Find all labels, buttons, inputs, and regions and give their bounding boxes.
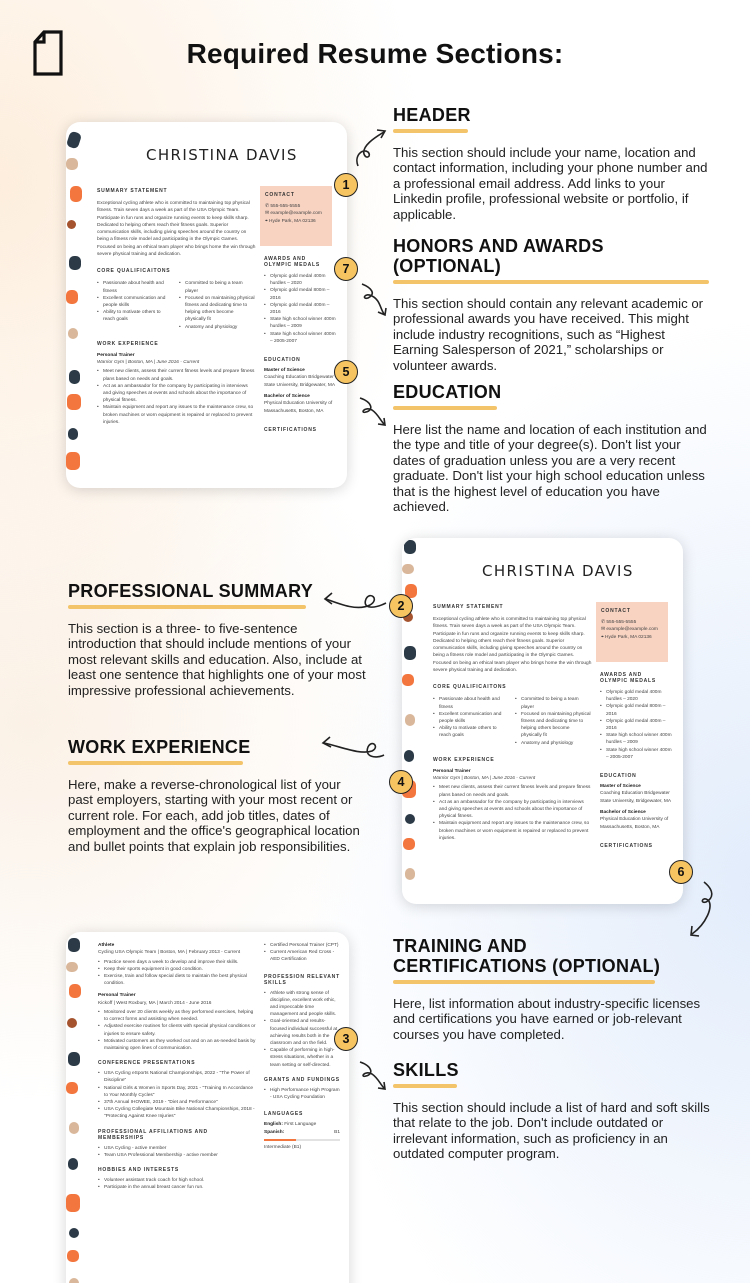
decorative-stripe [402, 538, 420, 904]
athlete-meta: Cycling USA Olympic Team | Boston, MA | February 2013 - Current [98, 950, 241, 956]
lang-spanish-bar-fill [264, 1139, 296, 1141]
aff-item: • Team USA Professional Membership - active member [98, 1152, 256, 1159]
cert-heading: CERTIFICATIONS [600, 842, 653, 849]
core-item: • Ability to motivate others to reach goals [433, 725, 509, 739]
arrow-training [684, 880, 718, 940]
summary-text: Exceptional cycling athlete who is committed to maintaining top physical fitness. Train seven days a week as part of the USA Olympic Team. Participate in fun runs and organize running events to keep skills sharp. Dedicated to helping others reach their fitness goals. Superior communication skills, including giving speeches around the country on being a fitness role model and participating in the Olympic Games. Focused on being an ethical team player who brings home the win through severe physical training and dedication. [433, 617, 592, 674]
lang-spanish-level: Intermediate (B1) [264, 1144, 302, 1150]
core-item: • Focused on maintaining physical fitness and dedicating time to helping others become physically fit [179, 295, 255, 324]
marker-3: 3 [334, 1027, 358, 1051]
languages-heading: LANGUAGES [264, 1111, 304, 1118]
work-section-heading: WORK EXPERIENCE [68, 737, 251, 757]
job-bullet: • Maintain equipment and report any issues to the maintenance crew, so broken machines or worn equipment is repaired or replaced to prevent injuries. [433, 820, 593, 842]
core-item: • Anatomy and physiology [179, 324, 255, 331]
arrow-header [352, 126, 392, 170]
award-item: • Olympic gold medal 400m hurdles – 2020 [264, 273, 336, 287]
email: example@example.com [270, 211, 322, 217]
email-icon: ✉ [601, 627, 607, 633]
edu-degree: Bachelor of Science [264, 393, 310, 399]
lang-english-value: First Language [284, 1122, 317, 1128]
marker-7: 7 [334, 257, 358, 281]
skills-body: This section should include a list of hard and soft skills that relate to the job. Don't include outdated or irrelevant information, such as proficiency in an outdated computer program. [393, 1100, 710, 1162]
award-item: • State high school winner 400m hurdles – 2009 [264, 316, 336, 330]
work-heading: WORK EXPERIENCE [97, 340, 159, 347]
cert-item: • Current American Red Cross - AED Certification [264, 949, 340, 963]
lang-spanish-value: B1 [334, 1129, 340, 1135]
header-body: This section should include your name, location and contact information, including your phone number and a professional email address. Add links to your Linkedin profile, professional website or portfolio, if applicable. [393, 145, 708, 222]
marker-4: 4 [389, 770, 413, 794]
skill-item: • Goal-oriented and results-focused individual successful at achieving results both in the classroom and on the field. [264, 1018, 340, 1047]
phone-icon: ✆ [601, 620, 607, 625]
award-item: • State high school winner 400m hurdles – 2009 [600, 732, 672, 746]
resume-preview-1 [66, 122, 347, 488]
core-item: • Committed to being a team player [179, 280, 255, 294]
award-item: • Olympic gold medal 400m – 2016 [600, 718, 672, 732]
core-item: • Passionate about health and fitness [433, 696, 509, 710]
athlete-bullet: • Practice seven days a week to develop and improve their skills. [98, 959, 256, 966]
award-item: • Olympic gold medal 400m hurdles – 2020 [600, 689, 672, 703]
contact-box [260, 186, 332, 246]
arrow-skills [356, 1060, 390, 1094]
conf-heading: CONFERENCE PRESENTATIONS [98, 1060, 196, 1067]
grants-heading: GRANTS AND FUNDINGS [264, 1076, 340, 1083]
job-meta: Warrior Gym | Boston, MA | June 2016 - Current [433, 776, 536, 782]
honors-heading: HONORS AND AWARDS (OPTIONAL) [393, 236, 604, 276]
summary-underline [68, 605, 306, 609]
conf-item: • USA Cycling Collegiate Mountain Bike National Championships, 2018 - "Protecting Against Knee Injuries" [98, 1106, 256, 1120]
education-heading: EDUCATION [264, 357, 301, 364]
honors-underline [393, 280, 709, 284]
education-section-heading: EDUCATION [393, 382, 502, 402]
decorative-stripe [66, 932, 84, 1283]
marker-6: 6 [669, 860, 693, 884]
award-item: • State high school winner 400m – 2005-2007 [264, 331, 336, 345]
core-item: • Passionate about health and fitness [97, 280, 173, 294]
core-item: • Excellent communication and people skills [433, 711, 509, 725]
awards-heading: AWARDS AND OLYMPIC MEDALS [600, 672, 657, 684]
marker-1: 1 [334, 173, 358, 197]
summary-section-heading: PROFESSIONAL SUMMARY [68, 581, 314, 601]
marker-5: 5 [334, 360, 358, 384]
resume-preview-3 [66, 932, 349, 1283]
work-underline [68, 761, 243, 765]
pt-bullet: • Adjusted exercise routines for clients with special physical conditions or injuries to ensure safety. [98, 1023, 256, 1037]
resume-name: CHRISTINA DAVIS [146, 146, 298, 164]
phone-icon: ✆ [265, 204, 271, 209]
edu-degree: Master of Science [264, 368, 305, 374]
core-item: • Excellent communication and people skills [97, 295, 173, 309]
education-body: Here list the name and location of each institution and the type and title of your degree(s). Don't list your dates of graduation unless you are a very recent graduate. Don't list your high school education unless that is the highest level of education you have achieved. [393, 422, 707, 515]
job-title: Personal Trainer [97, 352, 135, 358]
honors-body: This section should contain any relevant academic or professional awards you have received. This might include industry recognitions, such as “Highest Earning Salesperson of 2021,” scholarships or volunteer awards. [393, 296, 704, 373]
arrow-honors [358, 282, 390, 318]
aff-item: • USA Cycling - active member [98, 1145, 256, 1152]
hobbies-heading: HOBBIES AND INTERESTS [98, 1167, 180, 1174]
job-bullet: • Meet new clients, assess their current fitness levels and prepare fitness plans based on needs and goals. [433, 784, 593, 798]
award-item: • Olympic gold medal 400m – 2016 [264, 302, 336, 316]
page-title: Required Resume Sections: [186, 38, 564, 69]
edu-lines: Coaching Education Bridgewater State University, Bridgewater, MA [264, 375, 336, 388]
education-underline [393, 406, 497, 410]
contact-heading: CONTACT [601, 608, 631, 614]
lang-spanish-label: Spanish: [264, 1129, 285, 1135]
edu-lines: Physical Education University of Massachusetts, Boston, MA [264, 401, 333, 414]
job-meta: Warrior Gym | Boston, MA | June 2016 - Current [97, 360, 200, 366]
aff-heading: PROFESSIONAL AFFILIATIONS AND MEMBERSHIPS [98, 1128, 208, 1141]
location: Hyde Park, MA 02136 [605, 634, 652, 640]
work-body: Here, make a reverse-chronological list of your past employers, starting with your most recent or current role. For each, add job titles, dates of employment and the office's geographical location and bullet points that explain job responsibilities. [68, 777, 360, 854]
athlete-bullet: • Exercise, train and follow special diets to maintain the best physical condition. [98, 973, 256, 987]
location: Hyde Park, MA 02136 [269, 218, 316, 224]
email: example@example.com [606, 627, 658, 633]
conf-item: • National Girls & Women in Sports Day, 2021 - "Training In Accordance to Your Monthly Cycles" [98, 1085, 256, 1099]
resume-name: CHRISTINA DAVIS [482, 562, 634, 580]
summary-text: Exceptional cycling athlete who is committed to maintaining top physical fitness. Train seven days a week as part of the USA Olympic Team. Participate in fun runs and organize running events to keep skills sharp. Dedicated to helping others reach their fitness goals. Superior communication skills, including giving speeches around the country on being a fitness role model and participating in the Olympic Games. Focused on being an ethical team player who brings home the win through severe physical training and dedication. [97, 201, 256, 258]
work-heading: WORK EXPERIENCE [433, 756, 495, 763]
skills-section-heading: SKILLS [393, 1060, 459, 1080]
phone: 555-555-5555 [270, 204, 301, 209]
phone: 555-555-5555 [606, 620, 637, 625]
pt-bullet: • Monitored over 20 clients weekly as they performed exercises, helping to correct forms and assisting when needed. [98, 1009, 256, 1023]
awards-heading: AWARDS AND OLYMPIC MEDALS [264, 256, 321, 268]
pt-bullet: • Motivated customers as they worked out and on an as-needed basis by maintaining open lines of communication. [98, 1038, 256, 1052]
cert-item: • Certified Personal Trainer (CPT) [264, 942, 340, 949]
award-item: • Olympic gold medal 800m – 2016 [600, 703, 672, 717]
hobby-item: • Volunteer assistant track coach for high school. [98, 1177, 256, 1184]
job-bullet: • Meet new clients, assess their current fitness levels and prepare fitness plans based on needs and goals. [97, 368, 257, 382]
training-body: Here, list information about industry-specific licenses and certifications you have earned or job-relevant courses you have completed. [393, 996, 701, 1042]
arrow-education [356, 396, 390, 430]
job-bullet: • Act as an ambassador for the company by participating in interviews and giving speeches at events and schools about the importance of physical fitness. [433, 799, 593, 821]
header-underline [393, 129, 468, 133]
edu-lines: Coaching Education Bridgewater State University, Bridgewater, MA [600, 791, 672, 804]
training-underline [393, 980, 655, 984]
edu-lines: Physical Education University of Massachusetts, Boston, MA [600, 817, 669, 830]
location-icon: ⌖ [265, 218, 270, 224]
edu-degree: Master of Science [600, 784, 641, 790]
job-bullet: • Maintain equipment and report any issues to the maintenance crew, so broken machines or worn equipment is repaired or replaced to prevent injuries. [97, 404, 257, 426]
core-item: • Ability to motivate others to reach goals [97, 309, 173, 323]
conf-item: • USA Cycling eSports National Championships, 2022 - "The Power of Discipline" [98, 1070, 256, 1084]
core-heading: CORE QUALIFICAITONS [97, 268, 171, 275]
core-item: • Anatomy and physiology [515, 740, 591, 747]
pt-title: Personal Trainer [98, 993, 136, 999]
header-heading: HEADER [393, 105, 471, 125]
summary-body: This section is a three- to five-sentence introduction that should include mentions of your most relevant skills and education. Also, include at least one sentence that highlights one of your most impressive professional achievements. [68, 621, 366, 698]
award-item: • Olympic gold medal 800m – 2016 [264, 287, 336, 301]
skill-item: • Capable of performing in high-stress situations, whether in a team setting or self-directed. [264, 1047, 340, 1069]
training-heading: TRAINING AND CERTIFICATIONS (OPTIONAL) [393, 936, 661, 976]
lang-english-label: English: [264, 1122, 283, 1128]
athlete-title: Athlete [98, 943, 115, 948]
cert-heading: CERTIFICATIONS [264, 426, 317, 433]
job-bullet: • Act as an ambassador for the company by participating in interviews and giving speeches at events and schools about the importance of physical fitness. [97, 383, 257, 405]
education-heading: EDUCATION [600, 773, 637, 780]
conf-item: • 37th Annual IHOWEE, 2019 - "Diet and Performance" [98, 1099, 256, 1106]
skills-heading: PROFESSION RELEVANT SKILLS [264, 973, 340, 986]
lang-spanish-bar [264, 1139, 340, 1141]
skill-item: • Athlete with strong sense of discipline, excellent work ethic, and impeccable time management and people skills. [264, 990, 340, 1019]
location-icon: ⌖ [601, 634, 606, 640]
email-icon: ✉ [265, 211, 271, 217]
core-heading: CORE QUALIFICAITONS [433, 684, 507, 691]
resume-preview-2 [402, 538, 683, 904]
decorative-stripe [66, 122, 84, 488]
summary-heading: SUMMARY STATEMENT [433, 604, 504, 610]
core-item: • Focused on maintaining physical fitness and dedicating time to helping others become physically fit [515, 711, 591, 740]
athlete-bullet: • Keep their sports equipment in good condition. [98, 966, 256, 973]
pt-meta: Kickoff | West Roxbury, MA | March 2014 - June 2016 [98, 1000, 212, 1006]
marker-2: 2 [389, 594, 413, 618]
contact-heading: CONTACT [265, 192, 295, 198]
edu-degree: Bachelor of Science [600, 809, 646, 815]
award-item: • State high school winner 400m – 2005-2007 [600, 747, 672, 761]
summary-heading: SUMMARY STATEMENT [97, 188, 168, 194]
core-item: • Committed to being a team player [515, 696, 591, 710]
skills-underline [393, 1084, 457, 1088]
grant-item: • High Performance High Program - USA Cycling Foundation [264, 1087, 340, 1101]
contact-box [596, 602, 668, 662]
hobby-item: • Participate in the annual breast cancer fun run. [98, 1184, 256, 1191]
job-title: Personal Trainer [433, 768, 471, 774]
